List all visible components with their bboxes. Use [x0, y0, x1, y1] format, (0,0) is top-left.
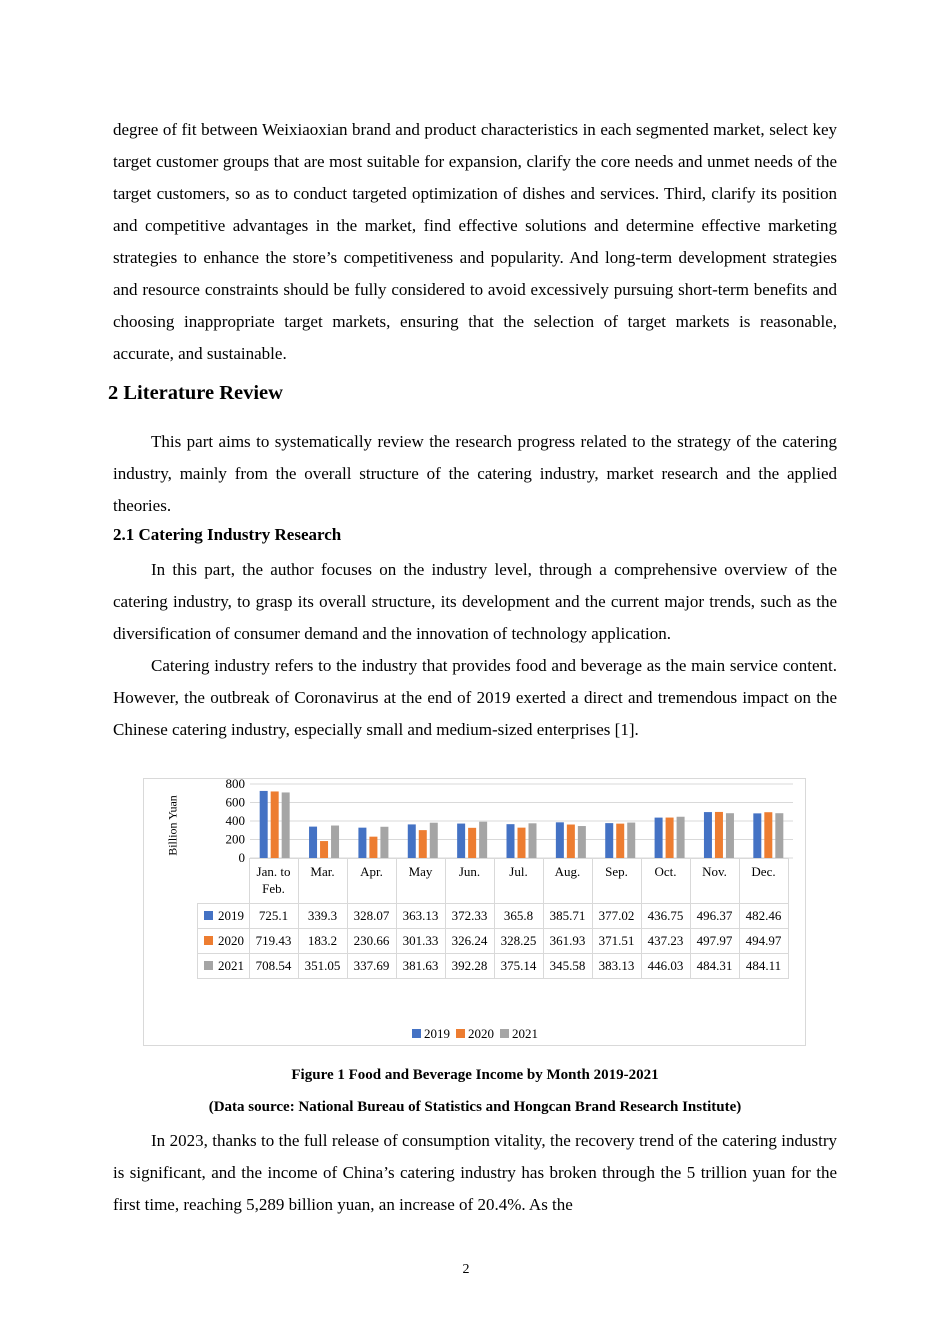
table-row [198, 954, 789, 979]
data-cell: 725.1 [249, 904, 298, 929]
data-cell: 328.07 [347, 904, 396, 929]
x-tick-label: Nov. [690, 859, 739, 904]
bar-2020-2 [369, 837, 377, 858]
legend-item: 2019 [412, 1026, 450, 1041]
data-cell: 484.31 [690, 954, 739, 979]
data-cell: 708.54 [249, 954, 298, 979]
legend-swatch [500, 1029, 509, 1038]
paragraph-industry-overview: In this part, the author focuses on the industry level, through a comprehensive overview of the catering industry, to grasp its overall structure, its development and the current major trends, such as the diversification of consumer demand and the innovation of technology application. [113, 560, 837, 643]
series-label: 2019 [198, 904, 250, 929]
bar-2019-9 [704, 812, 712, 858]
data-cell: 383.13 [592, 954, 641, 979]
data-cell: 497.97 [690, 929, 739, 954]
bar-2021-6 [578, 826, 586, 858]
x-tick-label: Apr. [347, 859, 396, 904]
bar-2019-6 [556, 822, 564, 858]
bar-2020-6 [567, 825, 575, 858]
y-tick-label: 800 [225, 776, 245, 791]
data-cell: 371.51 [592, 929, 641, 954]
data-cell: 363.13 [396, 904, 445, 929]
x-tick-label: Oct. [641, 859, 690, 904]
figure-source-note: (Data source: National Bureau of Statistics and Hongcan Brand Research Institute) [208, 1099, 742, 1115]
data-cell: 351.05 [298, 954, 347, 979]
data-cell: 365.8 [494, 904, 543, 929]
bar-2019-8 [655, 818, 663, 858]
chart-legend [0, 1026, 950, 1042]
bar-2019-1 [309, 827, 317, 858]
bar-2021-4 [479, 822, 487, 858]
bar-2021-1 [331, 826, 339, 858]
bar-2020-4 [468, 828, 476, 858]
data-cell: 375.14 [494, 954, 543, 979]
data-cell: 326.24 [445, 929, 494, 954]
bar-2019-5 [507, 824, 515, 858]
bar-2020-0 [271, 791, 279, 858]
data-cell: 494.97 [739, 929, 788, 954]
legend-item: 2021 [500, 1026, 538, 1041]
bar-2021-2 [380, 827, 388, 858]
bar-2021-5 [529, 823, 537, 858]
subsection-heading-catering-research: 2.1 Catering Industry Research [113, 525, 342, 544]
series-swatch [204, 911, 213, 920]
page-number: 2 [462, 1262, 470, 1277]
data-cell: 719.43 [249, 929, 298, 954]
bar-2019-2 [358, 828, 366, 858]
data-cell: 372.33 [445, 904, 494, 929]
bar-2019-4 [457, 824, 465, 858]
table-corner [198, 859, 250, 904]
data-cell: 381.63 [396, 954, 445, 979]
data-cell: 377.02 [592, 904, 641, 929]
x-tick-label: Mar. [298, 859, 347, 904]
data-cell: 484.11 [739, 954, 788, 979]
x-tick-label: May [396, 859, 445, 904]
chart-data-table [197, 858, 789, 979]
series-label: 2021 [198, 954, 250, 979]
y-axis-label: Billion Yuan [165, 795, 180, 856]
table-row [198, 929, 789, 954]
bar-2021-7 [627, 823, 635, 858]
bar-2021-10 [775, 813, 783, 858]
data-cell: 328.25 [494, 929, 543, 954]
x-tick-label: Jul. [494, 859, 543, 904]
paragraph-catering-definition: Catering industry refers to the industry that provides food and beverage as the main service content. However, the outbreak of Coronavirus at the end of 2019 exerted a direct and tremendous impact on the Chinese catering industry, especially small and medium-sized enterprises [1]. [113, 656, 837, 739]
y-tick-label: 200 [225, 831, 245, 847]
legend-swatch [456, 1029, 465, 1038]
bar-2021-8 [677, 817, 685, 858]
bar-2020-10 [764, 812, 772, 858]
table-row [198, 904, 789, 929]
paragraph-2023-recovery: In 2023, thanks to the full release of consumption vitality, the recovery trend of the catering industry is significant, and the income of China’s catering industry has broken through the 5 trillion yuan for the first time, reaching 5,289 billion yuan, an increase of 20.4%. As the [113, 1131, 837, 1214]
bar-2020-7 [616, 824, 624, 858]
x-tick-label: Jan. to Feb. [249, 859, 298, 904]
data-cell: 385.71 [543, 904, 592, 929]
data-cell: 482.46 [739, 904, 788, 929]
bar-2020-1 [320, 841, 328, 858]
data-cell: 446.03 [641, 954, 690, 979]
data-cell: 301.33 [396, 929, 445, 954]
bar-2021-3 [430, 823, 438, 858]
data-cell: 436.75 [641, 904, 690, 929]
y-tick-label: 400 [225, 813, 245, 828]
bar-2019-0 [260, 791, 268, 858]
bar-2021-9 [726, 813, 734, 858]
x-tick-label: Jun. [445, 859, 494, 904]
data-cell: 437.23 [641, 929, 690, 954]
bar-2019-7 [605, 823, 613, 858]
series-swatch [204, 961, 213, 970]
section-heading-literature-review: 2 Literature Review [108, 382, 283, 404]
data-cell: 345.58 [543, 954, 592, 979]
data-cell: 496.37 [690, 904, 739, 929]
x-tick-label: Aug. [543, 859, 592, 904]
bar-2020-5 [518, 828, 526, 858]
bar-2020-8 [666, 818, 674, 858]
data-cell: 361.93 [543, 929, 592, 954]
bar-2021-0 [282, 792, 290, 858]
figure-caption: Figure 1 Food and Beverage Income by Month 2019-2021 [291, 1067, 659, 1083]
data-cell: 392.28 [445, 954, 494, 979]
data-cell: 183.2 [298, 929, 347, 954]
data-cell: 230.66 [347, 929, 396, 954]
y-tick-label: 600 [225, 794, 245, 810]
bar-2019-3 [408, 824, 416, 858]
series-label: 2020 [198, 929, 250, 954]
x-tick-label: Dec. [739, 859, 788, 904]
table-header-row [198, 859, 789, 904]
data-cell: 337.69 [347, 954, 396, 979]
data-cell: 339.3 [298, 904, 347, 929]
legend-item: 2020 [456, 1026, 494, 1041]
bar-2019-10 [753, 813, 761, 858]
x-tick-label: Sep. [592, 859, 641, 904]
y-tick-label: 0 [238, 850, 245, 865]
bar-2020-9 [715, 812, 723, 858]
legend-swatch [412, 1029, 421, 1038]
bar-2020-3 [419, 830, 427, 858]
paragraph-target-market: degree of fit between Weixiaoxian brand and product characteristics in each segmented market, select key target customer groups that are most suitable for expansion, clarify the core needs and unmet needs of the target customers, so as to conduct targeted optimization of dishes and services. Third, clarify its position and competitive advantages in the market, find effective solutions and determine effective marketing strategies to enhance the store’s competitiveness and popularity. And long-term development strategies and resource constraints should be fully considered to avoid excessively pursuing short-term benefits and choosing inappropriate target markets, ensuring that the selection of target markets is reasonable, accurate, and sustainable. [113, 120, 837, 363]
paragraph-literature-intro: This part aims to systematically review the research progress related to the strategy of the catering industry, mainly from the overall structure of the catering industry, market research and the applied theories. [113, 432, 837, 515]
series-swatch [204, 936, 213, 945]
